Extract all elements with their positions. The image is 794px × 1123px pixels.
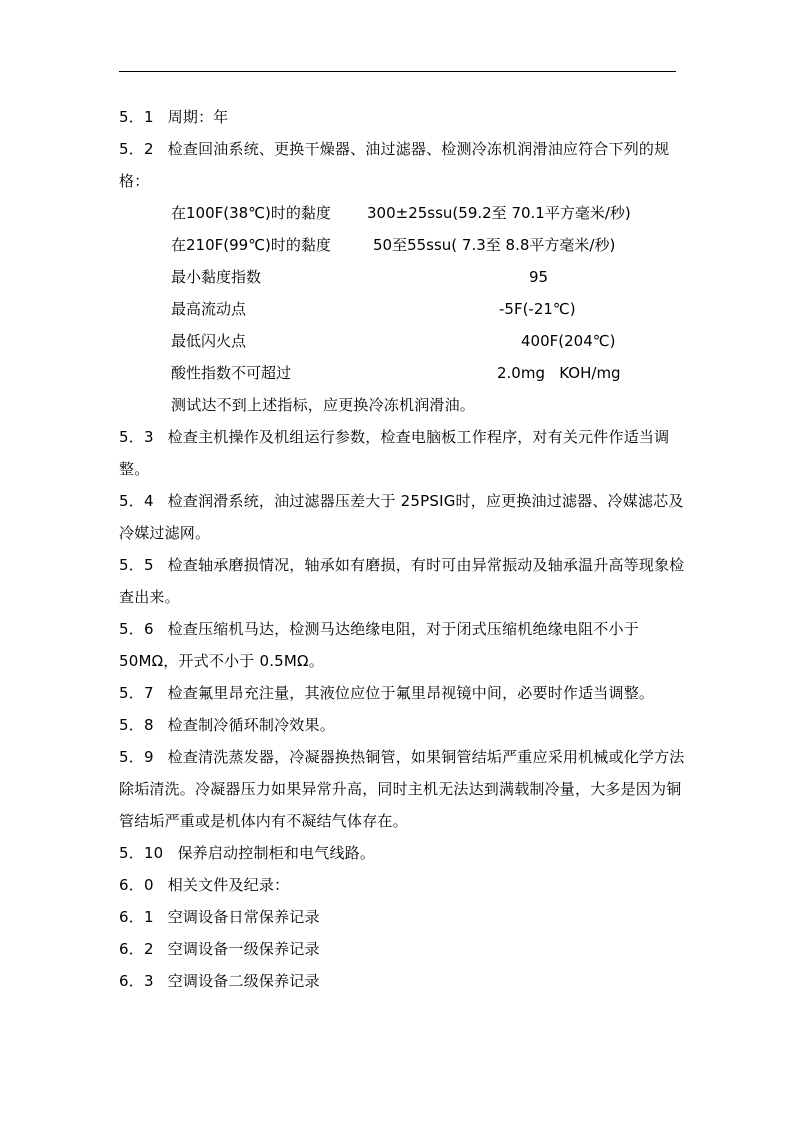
header-rule bbox=[119, 71, 676, 72]
spec-row bbox=[119, 325, 689, 357]
section-text: 检查氟里昂充注量，其液位应位于氟里昂视镜中间，必要时作适当调整。 bbox=[167, 684, 655, 702]
spec-row bbox=[119, 229, 689, 261]
section-text: 检查压缩机马达，检测马达绝缘电阻，对于闭式压缩机绝缘电阻不小于 50MΩ，开式不小于 0.5MΩ。 bbox=[119, 620, 639, 670]
section-5-4 bbox=[119, 485, 689, 549]
spec-row bbox=[119, 293, 689, 325]
spec-value: 400F(204℃) bbox=[521, 332, 616, 350]
section-5-6 bbox=[119, 613, 689, 677]
section-number: 6．3 bbox=[119, 972, 154, 990]
section-text: 检查主机操作及机组运行参数，检查电脑板工作程序，对有关元件作适当调整。 bbox=[119, 428, 670, 478]
section-text: 相关文件及纪录： bbox=[167, 876, 290, 894]
section-number: 5．3 bbox=[119, 428, 154, 446]
section-6-2 bbox=[119, 933, 689, 965]
spec-table bbox=[119, 197, 689, 421]
section-text: 检查制冷循环制冷效果。 bbox=[167, 716, 335, 734]
section-text: 空调设备日常保养记录 bbox=[167, 908, 320, 926]
section-text: 保养启动控制柜和电气线路。 bbox=[177, 844, 376, 862]
spec-label: 酸性指数不可超过 bbox=[171, 364, 292, 382]
section-6-0 bbox=[119, 869, 689, 901]
spec-label: 最高流动点 bbox=[171, 300, 247, 318]
section-number: 5．10 bbox=[119, 844, 164, 862]
section-text: 周期：年 bbox=[167, 108, 229, 126]
spec-label: 在210F(99℃)时的黏度 bbox=[171, 236, 331, 254]
section-number: 5．9 bbox=[119, 748, 154, 766]
section-number: 5．5 bbox=[119, 556, 154, 574]
section-text: 空调设备二级保养记录 bbox=[167, 972, 320, 990]
section-6-3 bbox=[119, 965, 689, 997]
section-number: 5．7 bbox=[119, 684, 154, 702]
spec-label: 最低闪火点 bbox=[171, 332, 247, 350]
spec-label: 在100F(38℃)时的黏度 bbox=[171, 204, 331, 222]
section-5-9 bbox=[119, 741, 689, 837]
section-number: 5．1 bbox=[119, 108, 154, 126]
section-number: 6．0 bbox=[119, 876, 154, 894]
spec-value: -5F(-21℃) bbox=[499, 300, 576, 318]
section-text: 检查清洗蒸发器，冷凝器换热铜管，如果铜管结垢严重应采用机械或化学方法除垢清洗。冷凝器压力如果异常升高，同时主机无法达到满载制冷量，大多是因为铜管结垢严重或是机体内有不凝结气体存在。 bbox=[119, 748, 685, 830]
section-number: 6．1 bbox=[119, 908, 154, 926]
spec-row bbox=[119, 197, 689, 229]
section-number: 5．6 bbox=[119, 620, 154, 638]
section-text: 检查润滑系统，油过滤器压差大于 25PSIG时，应更换油过滤器、冷媒滤芯及冷媒过滤网。 bbox=[119, 492, 684, 542]
section-5-3 bbox=[119, 421, 689, 485]
section-5-1 bbox=[119, 101, 689, 133]
section-6-1 bbox=[119, 901, 689, 933]
section-text: 空调设备一级保养记录 bbox=[167, 940, 320, 958]
section-number: 5．2 bbox=[119, 140, 154, 158]
section-number: 6．2 bbox=[119, 940, 154, 958]
spec-value: 300±25ssu(59.2至 70.1平方毫米/秒) bbox=[367, 204, 631, 222]
section-text: 检查回油系统、更换干燥器、油过滤器、检测冷冻机润滑油应符合下列的规格： bbox=[119, 140, 670, 190]
spec-value: 95 bbox=[529, 268, 549, 286]
spec-value: 2.0mg KOH/mg bbox=[497, 364, 621, 382]
document-body bbox=[119, 101, 689, 997]
section-5-7 bbox=[119, 677, 689, 709]
spec-row bbox=[119, 261, 689, 293]
section-5-8 bbox=[119, 709, 689, 741]
section-number: 5．4 bbox=[119, 492, 154, 510]
section-5-5 bbox=[119, 549, 689, 613]
spec-note: 测试达不到上述指标，应更换冷冻机润滑油。 bbox=[171, 396, 476, 414]
spec-label: 最小黏度指数 bbox=[171, 268, 262, 286]
spec-row bbox=[119, 357, 689, 389]
spec-value: 50至55ssu( 7.3至 8.8平方毫米/秒) bbox=[373, 236, 616, 254]
section-5-10 bbox=[119, 837, 689, 869]
section-5-2 bbox=[119, 133, 689, 197]
section-number: 5．8 bbox=[119, 716, 154, 734]
section-text: 检查轴承磨损情况，轴承如有磨损，有时可由异常振动及轴承温升高等现象检查出来。 bbox=[119, 556, 685, 606]
